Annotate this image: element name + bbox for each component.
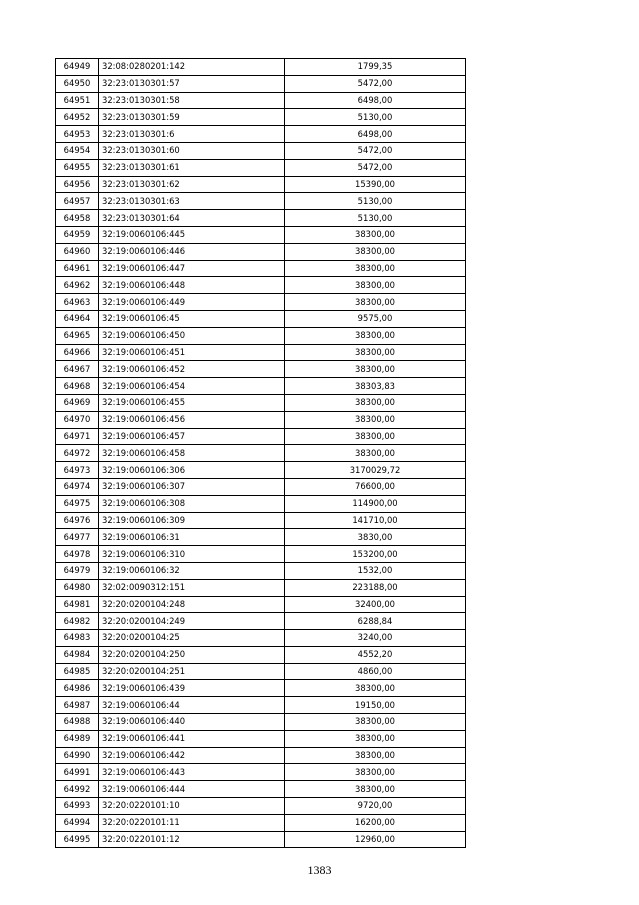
table-row	[56, 294, 466, 311]
value-cell: 4552,20	[285, 646, 466, 663]
cadastral-number-cell: 32:20:0200104:249	[99, 613, 285, 630]
row-number-cell: 64954	[56, 142, 99, 159]
table-row	[56, 495, 466, 512]
table-row	[56, 579, 466, 596]
row-number-cell: 64993	[56, 798, 99, 815]
cadastral-number-cell: 32:23:0130301:63	[99, 193, 285, 210]
table-row	[56, 478, 466, 495]
table-row	[56, 663, 466, 680]
value-cell: 38300,00	[285, 260, 466, 277]
table-row	[56, 310, 466, 327]
row-number-cell: 64970	[56, 411, 99, 428]
value-cell: 38300,00	[285, 680, 466, 697]
value-cell: 76600,00	[285, 478, 466, 495]
cadastral-number-cell: 32:19:0060106:31	[99, 529, 285, 546]
cadastral-number-cell: 32:20:0220101:10	[99, 798, 285, 815]
table-row	[56, 646, 466, 663]
row-number-cell: 64991	[56, 764, 99, 781]
row-number-cell: 64961	[56, 260, 99, 277]
value-cell: 38300,00	[285, 243, 466, 260]
cadastral-number-cell: 32:19:0060106:455	[99, 394, 285, 411]
cadastral-number-cell: 32:19:0060106:456	[99, 411, 285, 428]
value-cell: 38300,00	[285, 714, 466, 731]
value-cell: 5472,00	[285, 142, 466, 159]
table-body	[56, 59, 466, 848]
table-row	[56, 730, 466, 747]
cadastral-number-cell: 32:23:0130301:61	[99, 159, 285, 176]
table-row	[56, 764, 466, 781]
cadastral-number-cell: 32:19:0060106:32	[99, 562, 285, 579]
value-cell: 38303,83	[285, 378, 466, 395]
cadastral-number-cell: 32:23:0130301:59	[99, 109, 285, 126]
cadastral-number-cell: 32:19:0060106:307	[99, 478, 285, 495]
value-cell: 9575,00	[285, 310, 466, 327]
row-number-cell: 64971	[56, 428, 99, 445]
value-cell: 38300,00	[285, 445, 466, 462]
row-number-cell: 64956	[56, 176, 99, 193]
cadastral-number-cell: 32:20:0200104:248	[99, 596, 285, 613]
value-cell: 38300,00	[285, 327, 466, 344]
cadastral-number-cell: 32:23:0130301:60	[99, 142, 285, 159]
cadastral-number-cell: 32:19:0060106:447	[99, 260, 285, 277]
table-row	[56, 378, 466, 395]
table-row	[56, 630, 466, 647]
table-row	[56, 344, 466, 361]
table-row	[56, 546, 466, 563]
table-row	[56, 747, 466, 764]
cadastral-number-cell: 32:19:0060106:449	[99, 294, 285, 311]
cadastral-number-cell: 32:19:0060106:44	[99, 697, 285, 714]
cadastral-number-cell: 32:20:0200104:251	[99, 663, 285, 680]
value-cell: 3170029,72	[285, 462, 466, 479]
value-cell: 6498,00	[285, 126, 466, 143]
cadastral-number-cell: 32:19:0060106:443	[99, 764, 285, 781]
table-row	[56, 210, 466, 227]
row-number-cell: 64983	[56, 630, 99, 647]
table-row	[56, 781, 466, 798]
value-cell: 38300,00	[285, 277, 466, 294]
row-number-cell: 64966	[56, 344, 99, 361]
row-number-cell: 64992	[56, 781, 99, 798]
cadastral-number-cell: 32:19:0060106:439	[99, 680, 285, 697]
table-row	[56, 193, 466, 210]
table-row	[56, 814, 466, 831]
row-number-cell: 64960	[56, 243, 99, 260]
table-row	[56, 361, 466, 378]
row-number-cell: 64985	[56, 663, 99, 680]
table-row	[56, 243, 466, 260]
table-row	[56, 512, 466, 529]
table-row	[56, 697, 466, 714]
row-number-cell: 64969	[56, 394, 99, 411]
row-number-cell: 64978	[56, 546, 99, 563]
table-row	[56, 126, 466, 143]
value-cell: 38300,00	[285, 226, 466, 243]
row-number-cell: 64951	[56, 92, 99, 109]
table-row	[56, 680, 466, 697]
value-cell: 32400,00	[285, 596, 466, 613]
table-row	[56, 613, 466, 630]
row-number-cell: 64974	[56, 478, 99, 495]
cadastral-number-cell: 32:19:0060106:440	[99, 714, 285, 731]
page-number: 1383	[307, 863, 332, 877]
cadastral-number-cell: 32:19:0060106:310	[99, 546, 285, 563]
row-number-cell: 64955	[56, 159, 99, 176]
cadastral-number-cell: 32:19:0060106:457	[99, 428, 285, 445]
cadastral-number-cell: 32:19:0060106:309	[99, 512, 285, 529]
row-number-cell: 64995	[56, 831, 99, 848]
row-number-cell: 64965	[56, 327, 99, 344]
table-row	[56, 226, 466, 243]
table-row	[56, 59, 466, 76]
cadastral-number-cell: 32:19:0060106:458	[99, 445, 285, 462]
value-cell: 5130,00	[285, 210, 466, 227]
row-number-cell: 64957	[56, 193, 99, 210]
cadastral-number-cell: 32:23:0130301:6	[99, 126, 285, 143]
row-number-cell: 64988	[56, 714, 99, 731]
table-row	[56, 142, 466, 159]
row-number-cell: 64975	[56, 495, 99, 512]
value-cell: 5130,00	[285, 109, 466, 126]
table-row	[56, 462, 466, 479]
row-number-cell: 64973	[56, 462, 99, 479]
table-row	[56, 394, 466, 411]
value-cell: 38300,00	[285, 764, 466, 781]
value-cell: 5472,00	[285, 159, 466, 176]
row-number-cell: 64987	[56, 697, 99, 714]
value-cell: 153200,00	[285, 546, 466, 563]
row-number-cell: 64959	[56, 226, 99, 243]
cadastral-number-cell: 32:20:0200104:25	[99, 630, 285, 647]
cadastral-number-cell: 32:08:0280201:142	[99, 59, 285, 76]
row-number-cell: 64953	[56, 126, 99, 143]
value-cell: 19150,00	[285, 697, 466, 714]
value-cell: 38300,00	[285, 730, 466, 747]
value-cell: 5472,00	[285, 75, 466, 92]
cadastral-number-cell: 32:19:0060106:452	[99, 361, 285, 378]
row-number-cell: 64968	[56, 378, 99, 395]
value-cell: 12960,00	[285, 831, 466, 848]
cadastral-number-cell: 32:19:0060106:446	[99, 243, 285, 260]
row-number-cell: 64984	[56, 646, 99, 663]
row-number-cell: 64958	[56, 210, 99, 227]
row-number-cell: 64986	[56, 680, 99, 697]
value-cell: 38300,00	[285, 781, 466, 798]
cadastral-number-cell: 32:19:0060106:444	[99, 781, 285, 798]
value-cell: 3240,00	[285, 630, 466, 647]
row-number-cell: 64967	[56, 361, 99, 378]
row-number-cell: 64964	[56, 310, 99, 327]
cadastral-number-cell: 32:19:0060106:445	[99, 226, 285, 243]
table-row	[56, 831, 466, 848]
cadastral-number-cell: 32:19:0060106:450	[99, 327, 285, 344]
value-cell: 16200,00	[285, 814, 466, 831]
row-number-cell: 64979	[56, 562, 99, 579]
cadastral-number-cell: 32:23:0130301:57	[99, 75, 285, 92]
cadastral-number-cell: 32:19:0060106:451	[99, 344, 285, 361]
value-cell: 5130,00	[285, 193, 466, 210]
table-row	[56, 529, 466, 546]
row-number-cell: 64950	[56, 75, 99, 92]
value-cell: 4860,00	[285, 663, 466, 680]
table-row	[56, 159, 466, 176]
table-row	[56, 562, 466, 579]
table-row	[56, 277, 466, 294]
cadastral-number-cell: 32:23:0130301:64	[99, 210, 285, 227]
value-cell: 114900,00	[285, 495, 466, 512]
row-number-cell: 64990	[56, 747, 99, 764]
value-cell: 38300,00	[285, 294, 466, 311]
cadastral-number-cell: 32:19:0060106:454	[99, 378, 285, 395]
value-cell: 38300,00	[285, 344, 466, 361]
table-row	[56, 411, 466, 428]
cadastral-number-cell: 32:23:0130301:62	[99, 176, 285, 193]
data-table	[55, 58, 466, 848]
cadastral-number-cell: 32:19:0060106:448	[99, 277, 285, 294]
table-row	[56, 596, 466, 613]
table-row	[56, 260, 466, 277]
value-cell: 38300,00	[285, 411, 466, 428]
table-row	[56, 445, 466, 462]
table-row	[56, 75, 466, 92]
value-cell: 6288,84	[285, 613, 466, 630]
value-cell: 38300,00	[285, 394, 466, 411]
row-number-cell: 64982	[56, 613, 99, 630]
cadastral-number-cell: 32:19:0060106:45	[99, 310, 285, 327]
row-number-cell: 64962	[56, 277, 99, 294]
value-cell: 38300,00	[285, 428, 466, 445]
value-cell: 1799,35	[285, 59, 466, 76]
cadastral-number-cell: 32:19:0060106:306	[99, 462, 285, 479]
value-cell: 141710,00	[285, 512, 466, 529]
row-number-cell: 64980	[56, 579, 99, 596]
table-row	[56, 798, 466, 815]
value-cell: 6498,00	[285, 92, 466, 109]
cadastral-number-cell: 32:19:0060106:442	[99, 747, 285, 764]
value-cell: 223188,00	[285, 579, 466, 596]
table-row	[56, 714, 466, 731]
table-row	[56, 92, 466, 109]
row-number-cell: 64976	[56, 512, 99, 529]
table-row	[56, 327, 466, 344]
cadastral-number-cell: 32:20:0220101:11	[99, 814, 285, 831]
row-number-cell: 64994	[56, 814, 99, 831]
value-cell: 3830,00	[285, 529, 466, 546]
value-cell: 9720,00	[285, 798, 466, 815]
cadastral-number-cell: 32:19:0060106:441	[99, 730, 285, 747]
row-number-cell: 64972	[56, 445, 99, 462]
row-number-cell: 64977	[56, 529, 99, 546]
row-number-cell: 64963	[56, 294, 99, 311]
cadastral-number-cell: 32:23:0130301:58	[99, 92, 285, 109]
cadastral-number-cell: 32:02:0090312:151	[99, 579, 285, 596]
row-number-cell: 64952	[56, 109, 99, 126]
cadastral-number-cell: 32:20:0200104:250	[99, 646, 285, 663]
row-number-cell: 64989	[56, 730, 99, 747]
value-cell: 1532,00	[285, 562, 466, 579]
value-cell: 38300,00	[285, 361, 466, 378]
table-row	[56, 176, 466, 193]
value-cell: 38300,00	[285, 747, 466, 764]
value-cell: 15390,00	[285, 176, 466, 193]
row-number-cell: 64949	[56, 59, 99, 76]
table-row	[56, 109, 466, 126]
row-number-cell: 64981	[56, 596, 99, 613]
table-row	[56, 428, 466, 445]
cadastral-number-cell: 32:19:0060106:308	[99, 495, 285, 512]
cadastral-number-cell: 32:20:0220101:12	[99, 831, 285, 848]
